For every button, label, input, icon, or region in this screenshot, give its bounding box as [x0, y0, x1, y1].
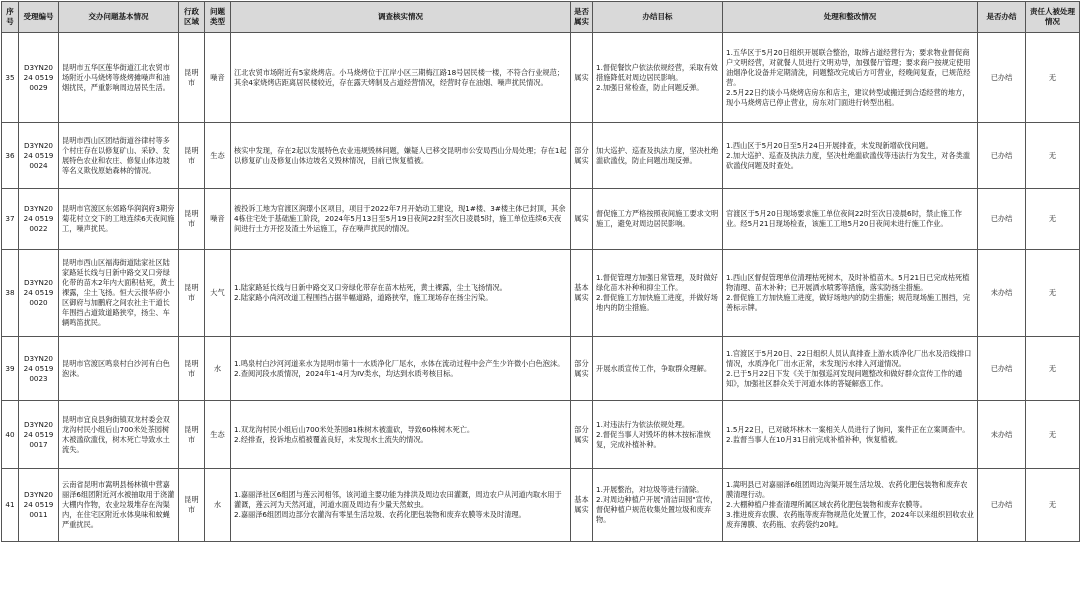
cell-handling: 官渡区于5月20日现场要求施工单位夜间22时至次日凌晨6时，禁止施工作业。经5月21日现场检查，该施工工地5月20日夜间未进行施工作业。	[723, 189, 978, 250]
cell-seq: 37	[2, 189, 19, 250]
cell-code: D3YN2024 05190017	[19, 401, 59, 469]
cell-accountability: 无	[1026, 33, 1080, 123]
cell-district: 昆明市	[179, 401, 205, 469]
cell-seq: 39	[2, 337, 19, 401]
cell-handling: 1.西山区督促管理单位清理枯死树木，及时补植苗木。5月21日已完成枯死植物清理、苗木补种；已开展洒水喷雾等措施，落实防扬尘措施。 2.督促施工方加快施工进度，做好场地内的防尘措施；规范现场施工围挡，完善标示牌。	[723, 250, 978, 337]
cell-investigation: 核实中发现，存在2起以发展特色农业违规毁林问题，嫌疑人已移交昆明市公安局西山分局处理；存在1起以修复矿山及修复山体边坡名义毁林情况，目前已恢复植被。	[231, 123, 571, 189]
cell-category: 大气	[205, 250, 231, 337]
cell-district: 昆明市	[179, 33, 205, 123]
cell-seq: 36	[2, 123, 19, 189]
cell-issue: 昆明市西山区福海街道陆家社区陆家路延长线与日新中路交叉口旁绿化带的苗木2年内大面积枯死，黄土裸露，尘土飞扬。恒大云报华府小区御府与加鹏府之间农社主干道长年围挡占道致道路狭窄，扬尘、车辆鸣笛扰民。	[59, 250, 179, 337]
cell-handling: 1.西山区于5月20日至5月24日开展排查，未发现新增砍伐问题。 2.加大巡护、巡查及执法力度，坚决杜绝滥砍滥伐等违法行为发生，对各类滥砍滥伐问题及时查处。	[723, 123, 978, 189]
cell-goal: 1.对违法行为依法依规处理。 2.督促当事人对毁坏的林木按标准恢复，完成补植补种。	[593, 401, 723, 469]
cell-seq: 41	[2, 469, 19, 542]
cell-code: D3YN2024 05190024	[19, 123, 59, 189]
cell-verified: 基本属实	[571, 250, 593, 337]
cell-goal: 督促施工方严格按照夜间施工要求文明施工，避免对周边居民影响。	[593, 189, 723, 250]
cell-closed: 未办结	[978, 401, 1026, 469]
header-closed: 是否办结	[978, 2, 1026, 33]
cell-category: 噪音	[205, 33, 231, 123]
cell-closed: 已办结	[978, 189, 1026, 250]
cell-investigation: 1.陆家路延长线与日新中路交叉口旁绿化带存在苗木枯死，黄土裸露，尘土飞扬情况。 2.陆家路小尚河改道工程围挡占据半幅道路，道路狭窄，施工现场存在扬尘污染。	[231, 250, 571, 337]
cell-closed: 未办结	[978, 250, 1026, 337]
cell-category: 噪音	[205, 189, 231, 250]
header-issue: 交办问题基本情况	[59, 2, 179, 33]
cell-handling: 1.五华区于5月20日组织开展联合整治，取缔占道经营行为；要求物业督促商户文明经营，对就餐人员进行文明劝导，加强餐厅管理；要求商户按规定使用油烟净化设备并定期清洗，问题整改完成后方可营业，经晚间复查，已规范经营。 2.5月22日约谈小马烧烤店房东和店主，建议转型或搬迁到合适经营的地方，现小马烧烤店已停止营业，房东对门面进行转型出租。	[723, 33, 978, 123]
header-investigation: 调查核实情况	[231, 2, 571, 33]
table-row	[2, 33, 1080, 123]
cell-seq: 38	[2, 250, 19, 337]
header-district: 行政区域	[179, 2, 205, 33]
cell-verified: 基本属实	[571, 469, 593, 542]
cell-category: 生态	[205, 123, 231, 189]
cell-code: D3YN2024 05190020	[19, 250, 59, 337]
cell-verified: 部分属实	[571, 337, 593, 401]
cell-district: 昆明市	[179, 250, 205, 337]
cell-issue: 昆明市五华区莲华街道江北农贸市场附近小马烧烤等烧烤摊噪声和油烟扰民，严重影响周边居民生活。	[59, 33, 179, 123]
cell-investigation: 被投诉工地为官渡区润璟小区项目，项目于2022年7月开始动工建设，现1#楼、3#楼主体已封顶，其余4栋住宅处于基础施工阶段，2024年5月13日至5月19日夜间22时至次日凌晨5时，施工单位连续6天夜间进行土方开挖及渣土外运施工，存在噪声扰民的情况。	[231, 189, 571, 250]
cell-goal: 1.督促餐饮户依法依规经营，采取有效措施降低对周边居民影响。 2.加强日常检查，防止问题反弹。	[593, 33, 723, 123]
table-row	[2, 469, 1080, 542]
cell-code: D3YN2024 05190011	[19, 469, 59, 542]
table-row	[2, 250, 1080, 337]
cell-verified: 部分属实	[571, 123, 593, 189]
cell-district: 昆明市	[179, 189, 205, 250]
cell-seq: 35	[2, 33, 19, 123]
cell-goal: 加大巡护、巡查及执法力度，坚决杜绝滥砍滥伐，防止问题出现反弹。	[593, 123, 723, 189]
cell-investigation: 1.双龙沟村民小组后山700米处茶园81株树木被滥砍，导致60株树木死亡。 2.经排查，投诉地点植被覆盖良好，未发现水土流失的情况。	[231, 401, 571, 469]
header-category: 问题类型	[205, 2, 231, 33]
cell-verified: 属实	[571, 189, 593, 250]
cell-issue: 昆明市官渡区鸣泉村白沙河有白色泡沫。	[59, 337, 179, 401]
case-table	[1, 1, 1080, 542]
cell-accountability: 无	[1026, 469, 1080, 542]
cell-closed: 已办结	[978, 33, 1026, 123]
cell-accountability: 无	[1026, 401, 1080, 469]
cell-category: 生态	[205, 401, 231, 469]
cell-seq: 40	[2, 401, 19, 469]
cell-closed: 已办结	[978, 337, 1026, 401]
header-code: 受理编号	[19, 2, 59, 33]
header-row	[2, 2, 1080, 33]
cell-closed: 已办结	[978, 469, 1026, 542]
cell-verified: 部分属实	[571, 401, 593, 469]
header-verified: 是否属实	[571, 2, 593, 33]
header-seq: 序号	[2, 2, 19, 33]
cell-issue: 云南省昆明市嵩明县杨林镇中营嘉丽泽6组团附近河水被抽取用于浇灌大棚内作物，农业垃圾堆存在沟渠内，在住宅区附近水体臭味和蚊蝇严重扰民。	[59, 469, 179, 542]
cell-investigation: 1.鸣泉村白沙河河道来水为昆明市第十一水质净化厂尾水，水体在流动过程中会产生少许微小白色泡沫。 2.查阅河段水质情况，2024年1-4月为IV类水，均达到水质考核目标。	[231, 337, 571, 401]
cell-accountability: 无	[1026, 337, 1080, 401]
cell-district: 昆明市	[179, 337, 205, 401]
cell-code: D3YN2024 05190022	[19, 189, 59, 250]
cell-accountability: 无	[1026, 123, 1080, 189]
cell-issue: 昆明市官渡区东郊路华润润府3期旁菊花村立交下的工地连续6天夜间施工，噪声扰民。	[59, 189, 179, 250]
cell-accountability: 无	[1026, 250, 1080, 337]
table-row	[2, 401, 1080, 469]
cell-handling: 1.官渡区于5月20日、22日组织人员认真排查上游水质净化厂出水及沿线排口情况，水质净化厂出水正常，未发现污水排入河道情况。 2.已于5月22日下发《关于加强巡河发现问题整改和做好群众宣传工作的通知》，加强社区群众关于河道水体的答疑解惑工作。	[723, 337, 978, 401]
cell-handling: 1.5月22日，已对破坏林木一案相关人员进行了询问，案件正在立案调查中。 2.监督当事人在10月31日前完成补植补种，恢复植被。	[723, 401, 978, 469]
cell-category: 水	[205, 469, 231, 542]
cell-category: 水	[205, 337, 231, 401]
cell-closed: 已办结	[978, 123, 1026, 189]
cell-code: D3YN2024 05190023	[19, 337, 59, 401]
cell-verified: 属实	[571, 33, 593, 123]
cell-handling: 1.嵩明县已对嘉丽泽6组团周边沟渠开展生活垃圾、农药化肥包装物和废弃农膜清理行动。 2.大棚种植户排查清理所属区域农药化肥包装物和废弃农膜等。 3.推进废弃农膜、农药瓶等废弃物规范化处置工作，2024年以来组织回收农业废弃薄膜、农药瓶、农药袋约20吨。	[723, 469, 978, 542]
table-row	[2, 337, 1080, 401]
cell-issue: 昆明市西山区团结街道谷律村等多个村庄存在以修复矿山、采砂、发展特色农业和农庄、修复山体边坡等名义欺伐原始森林的情况。	[59, 123, 179, 189]
header-goal: 办结目标	[593, 2, 723, 33]
cell-investigation: 江北农贸市场附近有5家烧烤店。小马烧烤位于江岸小区三期梅江路18号居民楼一楼，不符合行业规范；其余4家烧烤店距离居民楼较近，存在露天烤制及占道经营情况，经营时存在油烟、噪声扰民情况。	[231, 33, 571, 123]
cell-issue: 昆明市宜良县狗街镇双龙村委会双龙沟村民小组后山700米处茶园树木被滥砍滥伐，树木死亡导致水土流失。	[59, 401, 179, 469]
cell-investigation: 1.嘉丽泽社区6组团与莲云河相邻，该河道主要功能为排洪及周边农田灌溉，周边农户从河道内取水用于灌溉，莲云河为天然河道，河道水面及周边有少量天然蚊虫。 2.嘉丽泽6组团周边部分农灌沟有零星生活垃圾、农药化肥包装物和废弃农膜等未及时清理。	[231, 469, 571, 542]
cell-goal: 1.督促管理方加强日常管理，及时做好绿化苗木补种和抑尘工作。 2.督促施工方加快施工进度，并做好场地内的防尘措施。	[593, 250, 723, 337]
cell-district: 昆明市	[179, 123, 205, 189]
cell-accountability: 无	[1026, 189, 1080, 250]
cell-goal: 开展水质宣传工作，争取群众理解。	[593, 337, 723, 401]
cell-district: 昆明市	[179, 469, 205, 542]
table-row	[2, 189, 1080, 250]
header-handling: 处理和整改情况	[723, 2, 978, 33]
cell-goal: 1.开展整治，对垃圾等进行清除。 2.对周边种植户开展"清洁田园"宣传，督促种植户规范收集处置垃圾和废弃物。	[593, 469, 723, 542]
cell-code: D3YN2024 05190029	[19, 33, 59, 123]
header-accountability: 责任人被处理情况	[1026, 2, 1080, 33]
table-row	[2, 123, 1080, 189]
